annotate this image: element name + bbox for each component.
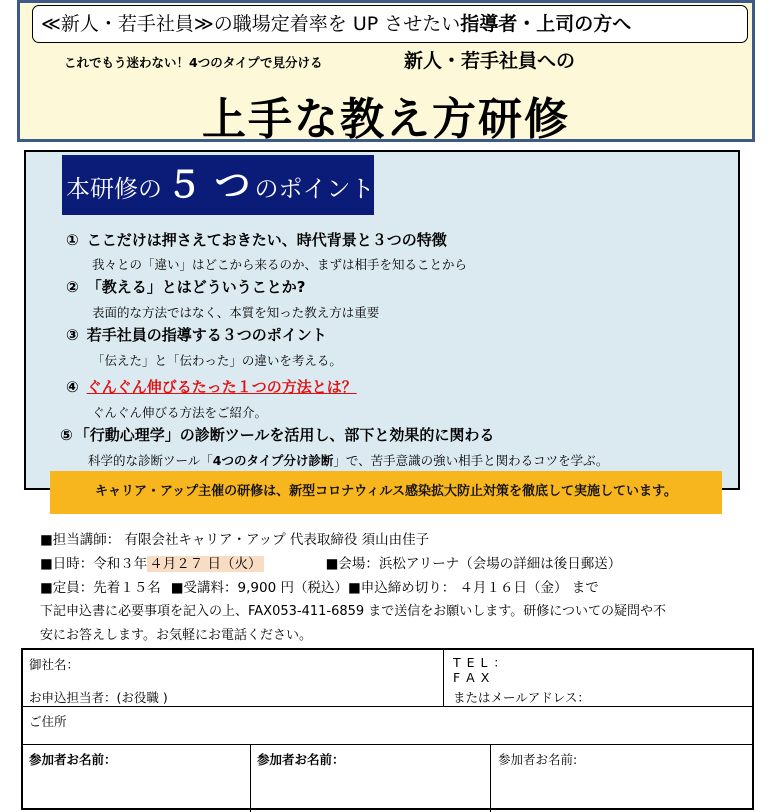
header-panel xyxy=(17,0,755,145)
point-1-desc: 我々との「違い」はどこから来るのか、まずは相手を知ることから xyxy=(92,257,468,272)
instructor-line: ■担当講師： 有限会社キャリア・アップ 代表取締役 須山由佳子 xyxy=(40,532,430,548)
applicant-field[interactable]: お申込担当者：(お役職 ) xyxy=(29,690,168,705)
date-venue-line xyxy=(40,552,621,572)
points-title-post: のポイント xyxy=(254,175,375,203)
tel-field[interactable]: T E L ： xyxy=(453,655,507,670)
point-1-text: ここだけは押さえておきたい、時代背景と３つの特徴 xyxy=(86,231,447,249)
form-divider-h2 xyxy=(23,744,752,745)
email-field[interactable]: またはメールアドレス： xyxy=(453,690,590,705)
point-2-desc: 表面的な方法ではなく、本質を知った教え方は重要 xyxy=(92,305,380,320)
point-1-num: ① xyxy=(66,231,79,249)
capacity-fee-line xyxy=(40,576,599,596)
point-4-heading xyxy=(66,376,357,397)
point-4-desc: ぐんぐん伸びる方法をご紹介。 xyxy=(92,405,268,420)
fee-deadline-text: ■受講料：9,900 円（税込）■申込締め切り： ４月１６日（金） まで xyxy=(170,580,599,596)
date-label: ■日時：令和３年 xyxy=(40,556,148,572)
covid-notice: キャリア・アップ主催の研修は、新型コロナウィルス感染拡大防止対策を徹底して実施しています。 xyxy=(50,471,722,514)
point-2-heading xyxy=(66,276,305,297)
point-3-desc: 「伝えた」と「伝わった」の違いを考える。 xyxy=(92,353,342,368)
banner-rest: 指導者・上司の方へ xyxy=(460,13,632,35)
participant-2-field[interactable]: 参加者お名前： xyxy=(257,752,345,767)
application-form xyxy=(21,648,754,810)
fax-field[interactable]: F A X xyxy=(453,670,491,685)
instructions-line-2: 安にお答えします。お気軽にお電話ください。 xyxy=(40,628,312,643)
venue-text: ■会場：浜松アリーナ（会場の詳細は後日郵送） xyxy=(325,556,622,572)
point-5-text: 「行動心理学」の診断ツールを活用し、部下と効果的に関わる xyxy=(74,426,495,444)
point-5-desc-post: 」で、苦手意識の強い相手と関わるコツを学ぶ。 xyxy=(333,453,609,468)
point-4-text: ぐんぐん伸びるたった１つの方法とは？ xyxy=(86,378,357,396)
point-3-num: ③ xyxy=(66,326,79,344)
form-divider-h1 xyxy=(23,706,752,707)
form-divider-p1 xyxy=(250,744,251,812)
point-3-heading xyxy=(66,324,327,345)
point-5-desc-pre: 科学的な診断ツール「 xyxy=(88,453,213,468)
point-1-heading xyxy=(66,229,447,250)
form-divider-row1 xyxy=(443,650,444,706)
point-5-desc-bold: 4つのタイプ分け診断 xyxy=(212,453,334,468)
points-title-pre: 本研修の xyxy=(66,175,162,203)
participant-1-field[interactable]: 参加者お名前： xyxy=(29,752,117,767)
point-3-text: 若手社員の指導する３つのポイント xyxy=(86,326,327,344)
points-title xyxy=(62,155,374,215)
point-5-num: ⑤ xyxy=(60,426,73,444)
point-5-heading xyxy=(60,424,494,445)
participant-3-field[interactable]: 参加者お名前: xyxy=(498,752,578,767)
subtitle-big: 新人・若手社員への xyxy=(404,50,576,72)
banner-lead: ≪新人・若手社員≫の職場定着率を UP させたい xyxy=(41,13,461,35)
form-divider-p2 xyxy=(490,744,491,812)
point-2-num: ② xyxy=(66,278,79,296)
point-5-desc xyxy=(88,451,608,469)
points-panel xyxy=(24,150,740,490)
subtitle-small: これでもう迷わない！4つのタイプで見分ける xyxy=(64,55,323,70)
address-field[interactable]: ご住所 xyxy=(29,714,67,729)
instructions-line-1: 下記申込書に必要事項を記入の上、FAX053-411-6859 まで送信をお願いします。研修についての疑問や不 xyxy=(40,604,667,619)
point-2-text: 「教える」とはどういうことか? xyxy=(86,278,306,296)
point-4-num: ④ xyxy=(66,378,79,396)
points-title-num: ５ つ xyxy=(166,165,251,206)
target-audience-banner xyxy=(32,5,748,43)
date-value: ４月２７ 日（火） xyxy=(149,556,262,572)
company-field[interactable]: 御社名： xyxy=(29,657,80,672)
page-title: 上手な教え方研修 xyxy=(202,94,570,145)
capacity-text: ■定員：先着１５名 xyxy=(40,580,161,596)
